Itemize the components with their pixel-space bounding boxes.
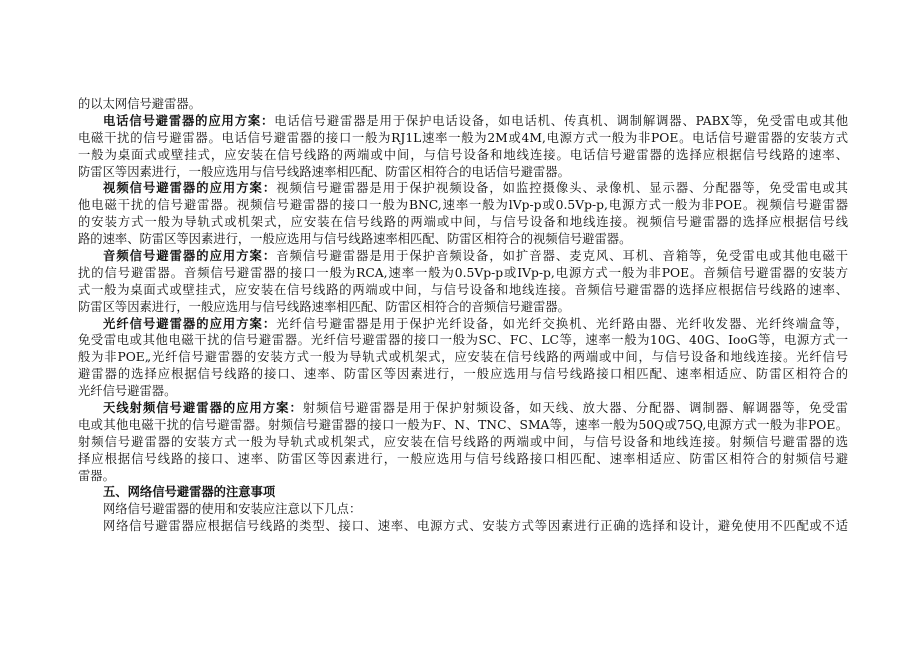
paragraph-rf-arrester — [78, 400, 848, 484]
section-heading-audio: 音频信号避雷器的应用方案： — [103, 249, 277, 264]
section-5-heading: 五、网络信号避雷器的注意事项 — [103, 485, 276, 500]
paragraph-line: 电话信号避雷器的应用方案：电话信号避雷器是用于保护电话设备，如电话机、传真机、调制解调器、PABX等，免受雷电或其他 — [103, 113, 848, 128]
paragraph-line: 天线射频信号避雷器的应用方案：射频信号避雷器是用于保护射频设备，如天线、放大器、分配器、调制器、解调器等，免受雷 — [103, 401, 848, 416]
paragraph-line: 视频信号避雷器的应用方案：视频信号避雷器是用于保护视频设备，如监控摄像头、录像机、显示器、分配器等，免受雷电或其 — [103, 181, 848, 196]
paragraph-line: 扰的信号避雷器。音频信号避雷器的接口一般为RCA,速率一般为0.5Vp-p或IVp-p,电源方式一般为非POE。音频信号避雷器的安装方 — [78, 265, 848, 280]
paragraph-line: 的以太网信号避雷器。 — [78, 97, 201, 111]
paragraph-line: 一般为桌面式或壁挂式，应安装在信号线路的两端或中间，与信号设备和地线连接。电话信号避雷器的选择应根据信号线路的速率、 — [78, 147, 848, 162]
paragraph-line: 般为非POE„光纤信号避雷器的安装方式一般为导轨式或机架式，应安装在信号线路的两端或中间，与信号设备和地线连接。光纤信号 — [78, 350, 848, 365]
section-heading-fiber: 光纤信号避雷器的应用方案： — [103, 316, 277, 331]
paragraph-line: 路的速率、防雷区等因素进行，一般应选用与信号线路速率相匹配、防雷区相符合的视频信号避雷器。 — [78, 232, 632, 247]
paragraph-line: 电或其他电磁干扰的信号避雷器。射频信号避雷器的接口一般为F、N、TNC、SMA等，速率一般为50Q或75Q,电源方式一般为非POE。 — [78, 417, 848, 432]
paragraph-line: 网络信号避雷器应根据信号线路的类型、接口、速率、电源方式、安装方式等因素进行正确的选择和设计，避免使用不匹配或不适 — [103, 519, 848, 534]
paragraph-line: 网络信号避雷器的使用和安装应注意以下几点： — [103, 502, 362, 517]
paragraph-line: 免受雷电或其他电磁干扰的信号避雷器。光纤信号避雷器的接口一般为SC、FC、LC等，速率一般为10G、40G、IooG等，电源方式一 — [78, 333, 848, 348]
paragraph-audio-arrester — [78, 248, 848, 316]
paragraph-line: 射频信号避雷器的安装方式一般为导轨式或机架式，应安装在信号线路的两端或中间，与信号设备和地线连接。射频信号避雷器的选 — [78, 434, 848, 449]
section-heading-video: 视频信号避雷器的应用方案： — [103, 181, 277, 196]
paragraph-line: 防雷区等因素进行，一般应选用与信号线路速率相匹配、防雷区相符合的音频信号避雷器。 — [78, 299, 570, 314]
paragraph-line: 避雷器的选择应根据信号线路的接口、速率、防雷区等因素进行，一般应选用与信号线路接口相匹配、速率相适应、防雷区相符合的 — [78, 367, 848, 382]
paragraph-line: 电磁干扰的信号避雷器。电话信号避雷器的接口一般为RJ1L速率一般为2M或4M,电源方式一般为非POE。电话信号避雷器的安装方式 — [78, 130, 848, 145]
paragraph-line: 雷器。 — [78, 468, 115, 483]
paragraph-line: 音频信号避雷器的应用方案：音频信号避雷器是用于保护音频设备，如扩音器、麦克风、耳机、音箱等，免受雷电或其他电磁干 — [103, 249, 848, 264]
paragraph-line: 光纤信号避雷器。 — [78, 384, 177, 399]
paragraph-line: 式一般为桌面式或壁挂式，应安装在信号线路的两端或中间，与信号设备和地线连接。音频信号避雷器的选择应根据信号线路的速率、 — [78, 282, 848, 297]
paragraph-line: 的安装方式一般为导轨式或机架式，应安装在信号线路的两端或中间，与信号设备和地线连接。视频信号避雷器的选择应根据信号线 — [78, 215, 848, 230]
paragraph-fiber-arrester — [78, 316, 848, 400]
paragraph-line: 择应根据信号线路的接口、速率、防雷区等因素进行，一般应选用与信号线路接口相匹配、速率相适应、防雷区相符合的射频信号避 — [78, 451, 848, 466]
paragraph-line: 光纤信号避雷器的应用方案：光纤信号避雷器是用于保护光纤设备，如光纤交换机、光纤路由器、光纤收发器、光纤终端盒等， — [103, 316, 848, 331]
paragraph-video-arrester — [78, 180, 848, 248]
document-page — [78, 96, 848, 535]
section-heading-telephone: 电话信号避雷器的应用方案： — [103, 113, 275, 128]
paragraph-line: 他电磁干扰的信号避雷器。视频信号避雷器的接口一般为BNC,速率一般为lVp-p或0.5Vp-p,电源方式一般为非POE。视频信号避雷器 — [78, 198, 848, 213]
paragraph-line: 防雷区等因素进行，一般应选用与信号线路速率相匹配、防雷区相符合的电话信号避雷器。 — [78, 164, 570, 179]
section-heading-rf: 天线射频信号避雷器的应用方案： — [103, 401, 303, 416]
paragraph-telephone-arrester — [78, 113, 848, 181]
